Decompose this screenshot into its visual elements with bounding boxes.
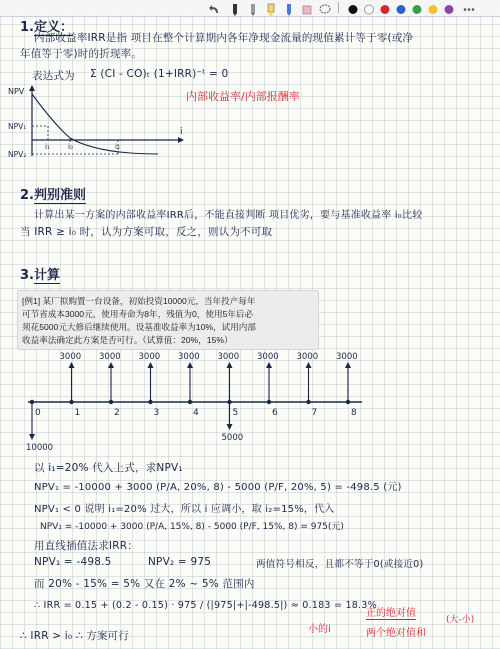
section-2-heading [20, 184, 86, 203]
toolbar-divider [338, 2, 339, 13]
period-label: 2 [114, 408, 120, 418]
overhaul-arrowhead [227, 424, 233, 430]
y-axis-arrow [29, 85, 35, 91]
eraser-icon[interactable] [300, 1, 314, 14]
inflow-label: 3000 [99, 352, 121, 362]
section-3-heading [20, 264, 60, 283]
pencil-icon[interactable] [246, 1, 260, 14]
inflow-arrowhead [187, 362, 193, 368]
period-label: 5 [232, 408, 239, 418]
inflow-label: 3000 [59, 352, 82, 362]
calc-line-7: 而 20% - 15% = 5% 又在 2% ~ 5% 范围内 [34, 578, 255, 590]
inflow-label: 3000 [138, 352, 161, 362]
pen-toolbar [0, 0, 500, 17]
graph-x-label: i [180, 127, 183, 137]
marker-icon[interactable] [282, 1, 296, 14]
example-line-3: 须花5000元大修后继续使用。设基准收益率为10%，试用内部 [22, 322, 256, 332]
inflow-label: 3000 [178, 352, 200, 362]
inflow-arrowhead [306, 362, 312, 368]
i1-label: i₁ [45, 143, 50, 151]
section-number: 2. [20, 188, 34, 203]
section-number: 3. [20, 268, 34, 283]
inflow-label: 3000 [257, 352, 279, 362]
calc-line-1: 以 i₁=20% 代入上式，求NPV₁ [34, 462, 183, 474]
example-box [17, 290, 319, 350]
period-label: 3 [153, 408, 160, 418]
more-icon[interactable] [462, 1, 476, 14]
cash-flow-diagram [10, 352, 380, 452]
period-label: 1 [74, 408, 81, 418]
inflow-arrowhead [266, 362, 272, 368]
calc-line-3: NPV₁ < 0 说明 i₁=20% 过大，所以 i 应调小，取 i₂=15%，代入 [34, 504, 335, 515]
inflow-arrowhead [108, 362, 114, 368]
inflow-label: 3000 [296, 352, 319, 362]
criterion-line-2: 当 IRR ≥ i₀ 时，认为方案可取，反之，则认为不可取 [20, 226, 273, 238]
color-swatch-black[interactable] [346, 1, 360, 14]
red-note-positive-abs: 正的绝对值 [366, 604, 416, 620]
pen-icon[interactable] [228, 1, 242, 14]
calc-line-2: NPV₁ = -10000 + 3000 (P/A, 20%, 8) - 5000 (P/F, 20%, 5) = -498.5 (元) [34, 482, 402, 493]
calc-line-6c: 两值符号相反，且都不等于0(或接近0) [256, 559, 424, 570]
inflow-label: 3000 [217, 352, 240, 362]
npv1-label: NPV₁ [8, 122, 27, 131]
i2-label: i₂ [115, 143, 120, 151]
section-title: 判别准则 [33, 188, 86, 203]
example-line-2: 可节省成本3000元，使用寿命为8年，残值为0，使用5年后必 [22, 309, 254, 319]
inflow-label: 3000 [336, 352, 358, 362]
definition-line-1: 内部收益率IRR是指 项目在整个计算期内各年净现金流量的现值累计等于零(或净 [34, 32, 414, 44]
calc-line-4: NPV₂ = -10000 + 3000 (P/A, 15%, 8) - 5000 (P/F, 15%, 8) = 975(元) [40, 522, 344, 532]
period-label: 6 [272, 408, 278, 418]
period-label: 0 [35, 408, 41, 418]
section-title: 定义： [33, 20, 73, 35]
period-label: 8 [351, 408, 357, 418]
graph-y-label: NPV [8, 87, 25, 96]
irr-alias-note: 内部收益率/内部报酬率 [186, 90, 300, 103]
inflow-arrowhead [345, 362, 351, 368]
example-line-1: [例1] 某厂拟购置一台设备，初始投资10000元，当年投产每年 [22, 296, 256, 306]
calc-line-6b: NPV₂ = 975 [148, 556, 212, 568]
calc-line-5: 用直线插值法求IRR： [34, 540, 138, 552]
period-label: 4 [193, 408, 199, 418]
i0-label: i₀ [68, 143, 73, 151]
red-note-diff: (大-小) [446, 615, 475, 625]
formula-label: 表达式为 [32, 70, 75, 82]
inflow-arrowhead [148, 362, 154, 368]
initial-arrowhead [29, 434, 35, 440]
npv2-label: NPV₂ [8, 150, 27, 159]
color-swatch-blue[interactable] [394, 1, 408, 14]
color-swatch-white[interactable] [362, 1, 376, 14]
highlighter-icon[interactable] [264, 1, 278, 14]
definition-line-2: 年值等于零)时的折现率。 [20, 48, 142, 60]
section-title: 计算 [33, 268, 60, 283]
example-line-4: 收益率法确定此方案是否可行。（试算值：20%，15%） [22, 335, 233, 345]
npv-curve [32, 94, 158, 154]
lasso-icon[interactable] [318, 1, 332, 14]
color-swatch-purple[interactable] [442, 1, 456, 14]
inflow-arrowhead [227, 362, 233, 368]
calc-line-8: ∴ IRR = 0.15 + (0.2 - 0.15) · 975 / (|975|+|-498.5|) ≈ 0.183 = 18.3% [34, 600, 377, 611]
overhaul-label: 5000 [221, 433, 244, 443]
undo-icon[interactable] [208, 1, 222, 14]
calc-line-9: ∴ IRR > i₀ ∴ 方案可行 [20, 630, 130, 642]
period-label: 7 [311, 408, 318, 418]
x-axis-arrow [178, 137, 184, 143]
red-note-sum-abs: 两个绝对值和 [366, 628, 426, 639]
red-note-smaller-i: 小的i [308, 624, 331, 635]
section-number: 1. [20, 20, 34, 35]
npv-curve-graph [8, 84, 188, 166]
inflow-arrowhead [69, 362, 75, 368]
irr-formula: Σ (CI - CO)ₜ (1+IRR)⁻ᵗ = 0 [90, 68, 229, 80]
calc-line-6a: NPV₁ = -498.5 [34, 556, 112, 568]
color-swatch-red[interactable] [378, 1, 392, 14]
color-swatch-green[interactable] [410, 1, 424, 14]
color-swatch-yellow[interactable] [426, 1, 440, 14]
criterion-line-1: 计算出某一方案的内部收益率IRR后，不能直接判断 项目优劣，要与基准收益率 i₀比较 [34, 210, 423, 221]
initial-label: 10000 [26, 443, 54, 452]
